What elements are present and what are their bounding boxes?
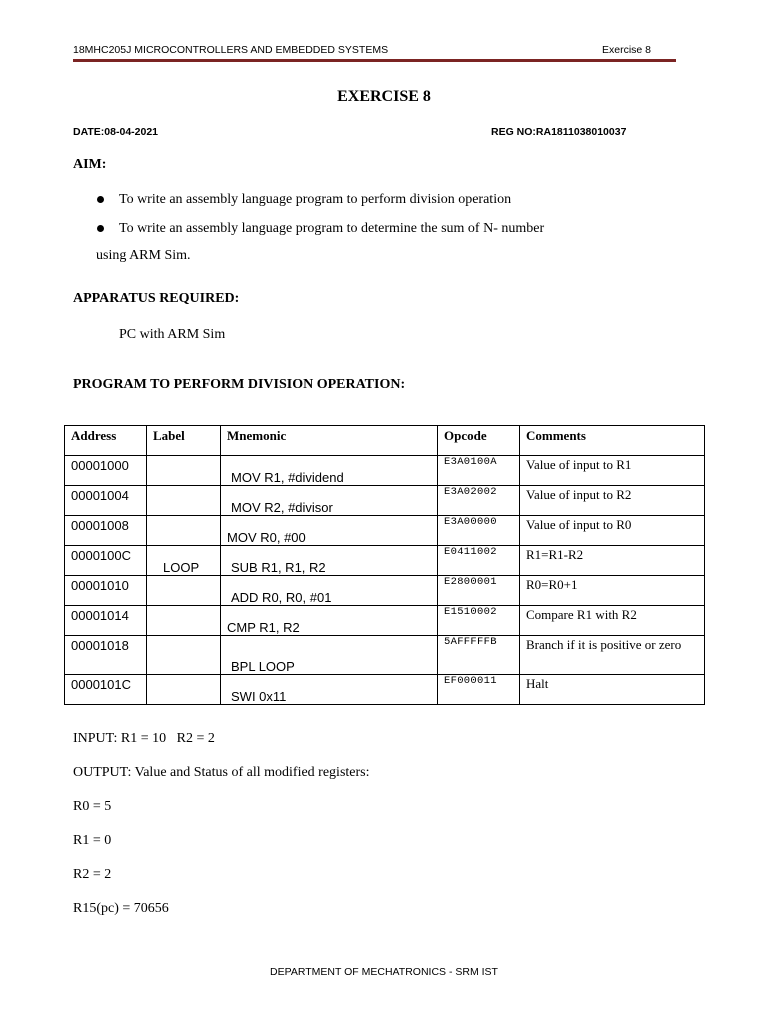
mnemonic-text: MOV R1, #dividend bbox=[231, 470, 344, 485]
label-cell bbox=[147, 516, 221, 546]
column-header-label: Label bbox=[147, 426, 221, 456]
header-divider bbox=[73, 59, 676, 62]
comment-cell: R0=R0+1 bbox=[520, 576, 705, 606]
table-row bbox=[65, 546, 705, 576]
table-row bbox=[65, 516, 705, 546]
table-row bbox=[65, 675, 705, 705]
comment-cell: Compare R1 with R2 bbox=[520, 606, 705, 636]
label-cell bbox=[147, 576, 221, 606]
aim-bullet-2: To write an assembly language program to determine the sum of N- number bbox=[119, 221, 545, 236]
page-title: EXERCISE 8 bbox=[337, 88, 431, 105]
page-footer: DEPARTMENT OF MECHATRONICS - SRM IST bbox=[270, 966, 498, 978]
label-cell bbox=[147, 606, 221, 636]
output-heading: OUTPUT: Value and Status of all modified registers: bbox=[73, 765, 370, 780]
program-heading: PROGRAM TO PERFORM DIVISION OPERATION: bbox=[73, 377, 406, 392]
address-cell: 00001014 bbox=[65, 606, 147, 636]
mnemonic-text: CMP R1, R2 bbox=[227, 620, 300, 635]
reg-no-field: REG NO:RA1811038010037 bbox=[491, 126, 627, 138]
opcode-cell: E0411002 bbox=[438, 546, 520, 576]
result-r0: R0 = 5 bbox=[73, 799, 112, 814]
apparatus-heading: APPARATUS REQUIRED: bbox=[73, 291, 240, 306]
aim-bullet-1: To write an assembly language program to perform division operation bbox=[119, 192, 512, 207]
opcode-cell: E1510002 bbox=[438, 606, 520, 636]
address-cell: 00001000 bbox=[65, 456, 147, 486]
result-r2: R2 = 2 bbox=[73, 867, 112, 882]
column-header-mnemonic: Mnemonic bbox=[221, 426, 438, 456]
comment-cell: Branch if it is positive or zero bbox=[520, 636, 705, 675]
comment-cell: Value of input to R2 bbox=[520, 486, 705, 516]
table-row bbox=[65, 576, 705, 606]
aim-bullet-2-continuation: using ARM Sim. bbox=[96, 248, 191, 263]
mnemonic-text: ADD R0, R0, #01 bbox=[231, 590, 332, 605]
mnemonic-cell bbox=[221, 486, 438, 516]
table-row bbox=[65, 606, 705, 636]
table-header-row bbox=[65, 426, 705, 456]
header-exercise-number: Exercise 8 bbox=[602, 44, 652, 56]
table-row bbox=[65, 486, 705, 516]
label-cell bbox=[147, 456, 221, 486]
opcode-cell: E3A00000 bbox=[438, 516, 520, 546]
mnemonic-cell bbox=[221, 606, 438, 636]
address-cell: 00001010 bbox=[65, 576, 147, 606]
label-cell bbox=[147, 675, 221, 705]
label-cell bbox=[147, 636, 221, 675]
mnemonic-cell bbox=[221, 675, 438, 705]
mnemonic-text: BPL LOOP bbox=[231, 659, 295, 674]
mnemonic-cell bbox=[221, 636, 438, 675]
comment-cell: Halt bbox=[520, 675, 705, 705]
mnemonic-text: SUB R1, R1, R2 bbox=[231, 560, 326, 575]
table-row bbox=[65, 636, 705, 675]
mnemonic-cell bbox=[221, 516, 438, 546]
mnemonic-cell bbox=[221, 576, 438, 606]
input-values: INPUT: R1 = 10 R2 = 2 bbox=[73, 731, 215, 746]
column-header-opcode: Opcode bbox=[438, 426, 520, 456]
opcode-cell: E2800001 bbox=[438, 576, 520, 606]
address-cell: 00001004 bbox=[65, 486, 147, 516]
column-header-address: Address bbox=[65, 426, 147, 456]
bullet-icon bbox=[97, 196, 104, 203]
header-course-title: 18MHC205J MICROCONTROLLERS AND EMBEDDED SYSTEMS bbox=[73, 44, 389, 56]
comment-cell: R1=R1-R2 bbox=[520, 546, 705, 576]
column-header-comments: Comments bbox=[520, 426, 705, 456]
aim-heading: AIM: bbox=[73, 157, 107, 172]
label-cell: LOOP bbox=[147, 546, 221, 576]
comment-cell: Value of input to R0 bbox=[520, 516, 705, 546]
result-r15: R15(pc) = 70656 bbox=[73, 901, 169, 916]
opcode-cell: EF000011 bbox=[438, 675, 520, 705]
address-cell: 00001008 bbox=[65, 516, 147, 546]
mnemonic-cell bbox=[221, 456, 438, 486]
mnemonic-cell bbox=[221, 546, 438, 576]
opcode-cell: E3A02002 bbox=[438, 486, 520, 516]
program-table bbox=[64, 425, 705, 705]
result-r1: R1 = 0 bbox=[73, 833, 112, 848]
apparatus-text: PC with ARM Sim bbox=[119, 327, 226, 342]
label-cell bbox=[147, 486, 221, 516]
date-field: DATE:08-04-2021 bbox=[73, 126, 159, 138]
bullet-icon bbox=[97, 225, 104, 232]
opcode-cell: E3A0100A bbox=[438, 456, 520, 486]
address-cell: 00001018 bbox=[65, 636, 147, 675]
mnemonic-text: SWI 0x11 bbox=[231, 689, 287, 704]
opcode-cell: 5AFFFFFB bbox=[438, 636, 520, 675]
mnemonic-text: MOV R2, #divisor bbox=[231, 500, 333, 515]
table-row bbox=[65, 456, 705, 486]
address-cell: 0000100C bbox=[65, 546, 147, 576]
mnemonic-text: MOV R0, #00 bbox=[227, 530, 306, 545]
address-cell: 0000101C bbox=[65, 675, 147, 705]
comment-cell: Value of input to R1 bbox=[520, 456, 705, 486]
